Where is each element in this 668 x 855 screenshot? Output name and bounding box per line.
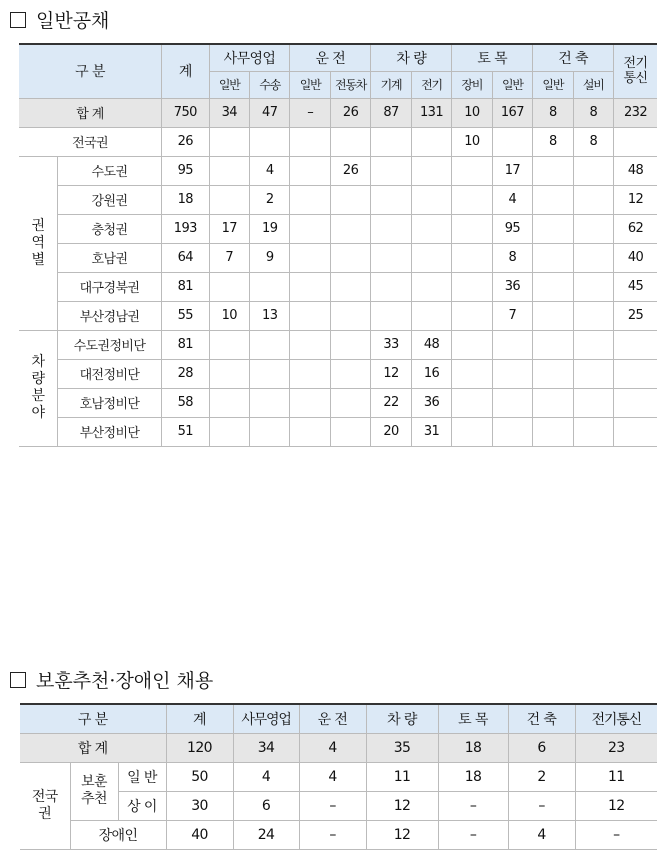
total-cell: 23	[575, 733, 657, 762]
header-group: 건 축	[533, 44, 614, 71]
veteran-disabled-table	[20, 703, 657, 850]
data-cell	[533, 359, 573, 388]
data-cell: 19	[249, 214, 289, 243]
data-cell	[533, 388, 573, 417]
row-label: 수도권정비단	[57, 330, 161, 359]
data-cell: 95	[162, 156, 210, 185]
data-cell: 45	[614, 272, 658, 301]
data-cell	[290, 417, 330, 446]
data-cell: 193	[162, 214, 210, 243]
data-cell	[492, 359, 532, 388]
total-row-label: 합 계	[20, 733, 166, 762]
subheader-cell: 수송	[249, 71, 289, 98]
table-row	[19, 388, 657, 417]
data-cell: 8	[573, 127, 613, 156]
header-total: 계	[162, 44, 210, 98]
data-cell	[209, 156, 249, 185]
data-cell	[452, 185, 492, 214]
checkbox-square-icon	[10, 12, 26, 28]
data-cell	[209, 272, 249, 301]
data-cell	[533, 243, 573, 272]
data-cell: 9	[249, 243, 289, 272]
table-row	[19, 359, 657, 388]
data-cell: 4	[249, 156, 289, 185]
data-cell	[330, 127, 370, 156]
section-2-title	[10, 666, 213, 693]
table-row	[19, 243, 657, 272]
data-cell: 40	[166, 820, 233, 849]
data-cell	[290, 330, 330, 359]
data-cell	[249, 127, 289, 156]
header-category: 구 분	[20, 704, 166, 733]
data-cell: 62	[614, 214, 658, 243]
data-cell	[573, 359, 613, 388]
data-cell: 81	[162, 330, 210, 359]
data-cell	[452, 330, 492, 359]
data-cell: 64	[162, 243, 210, 272]
subheader-cell: 일반	[533, 71, 573, 98]
total-cell: –	[290, 98, 330, 127]
table-row	[19, 156, 657, 185]
data-cell	[533, 417, 573, 446]
data-cell: 40	[614, 243, 658, 272]
data-cell: 4	[233, 762, 299, 791]
total-cell: 47	[249, 98, 289, 127]
data-cell	[209, 330, 249, 359]
data-cell: –	[575, 820, 657, 849]
total-cell: 10	[452, 98, 492, 127]
data-cell	[290, 185, 330, 214]
data-cell	[330, 388, 370, 417]
data-cell	[573, 388, 613, 417]
data-cell	[411, 301, 451, 330]
total-cell: 8	[573, 98, 613, 127]
data-cell	[290, 359, 330, 388]
data-cell: 12	[371, 359, 411, 388]
data-cell	[290, 156, 330, 185]
total-cell: 120	[166, 733, 233, 762]
data-cell: 4	[508, 820, 575, 849]
data-cell: 18	[162, 185, 210, 214]
data-cell	[249, 330, 289, 359]
header-electric-telecom: 전기 통신	[614, 44, 658, 98]
data-cell	[290, 243, 330, 272]
data-cell: 12	[366, 820, 438, 849]
row-label: 강원권	[57, 185, 161, 214]
header-col: 사무영업	[233, 704, 299, 733]
total-cell: 87	[371, 98, 411, 127]
data-cell	[452, 359, 492, 388]
header-group: 운 전	[290, 44, 371, 71]
data-cell	[371, 243, 411, 272]
data-cell: 58	[162, 388, 210, 417]
row-label: 대전정비단	[57, 359, 161, 388]
data-cell	[371, 301, 411, 330]
data-cell	[330, 417, 370, 446]
data-cell	[371, 156, 411, 185]
data-cell	[371, 272, 411, 301]
data-cell	[330, 301, 370, 330]
data-cell	[290, 272, 330, 301]
data-cell	[209, 359, 249, 388]
row-label: 대구경북권	[57, 272, 161, 301]
data-cell	[330, 185, 370, 214]
data-cell	[411, 185, 451, 214]
data-cell: 36	[492, 272, 532, 301]
data-cell: –	[299, 820, 366, 849]
total-cell: 4	[299, 733, 366, 762]
data-cell	[330, 330, 370, 359]
data-cell	[573, 301, 613, 330]
subheader-cell: 일반	[492, 71, 532, 98]
header-group: 사무영업	[209, 44, 290, 71]
data-cell: 10	[209, 301, 249, 330]
total-cell: 35	[366, 733, 438, 762]
data-cell	[249, 272, 289, 301]
data-cell: 11	[366, 762, 438, 791]
data-cell	[573, 214, 613, 243]
data-cell: 17	[492, 156, 532, 185]
row-label: 호남정비단	[57, 388, 161, 417]
data-cell	[573, 243, 613, 272]
section-1-title	[10, 6, 109, 33]
data-cell: –	[299, 791, 366, 820]
data-cell: 7	[492, 301, 532, 330]
data-cell: 6	[233, 791, 299, 820]
data-cell	[533, 330, 573, 359]
data-cell	[452, 156, 492, 185]
data-cell	[371, 185, 411, 214]
data-cell: 31	[411, 417, 451, 446]
data-cell: 55	[162, 301, 210, 330]
data-cell: 16	[411, 359, 451, 388]
group-label: 차 량 분 야	[19, 330, 57, 446]
data-cell	[573, 330, 613, 359]
row-label: 일 반	[118, 762, 166, 791]
data-cell	[452, 388, 492, 417]
region-label: 전국 권	[20, 762, 70, 849]
data-cell	[330, 214, 370, 243]
data-cell: 4	[492, 185, 532, 214]
data-cell	[411, 272, 451, 301]
data-cell	[209, 185, 249, 214]
data-cell	[452, 301, 492, 330]
table-row	[19, 330, 657, 359]
data-cell: 11	[575, 762, 657, 791]
total-cell: 18	[438, 733, 508, 762]
data-cell: 2	[249, 185, 289, 214]
data-cell: –	[438, 791, 508, 820]
data-cell: 50	[166, 762, 233, 791]
total-cell: 131	[411, 98, 451, 127]
data-cell: 17	[209, 214, 249, 243]
row-label: 상 이	[118, 791, 166, 820]
header-col: 건 축	[508, 704, 575, 733]
data-cell: –	[438, 820, 508, 849]
data-cell	[492, 127, 532, 156]
row-label: 부산경남권	[57, 301, 161, 330]
data-cell	[411, 243, 451, 272]
header-col: 토 목	[438, 704, 508, 733]
data-cell: 4	[299, 762, 366, 791]
data-cell	[614, 388, 658, 417]
data-cell: 51	[162, 417, 210, 446]
section-1-title-text: 일반공채	[36, 10, 110, 32]
header-col: 전기통신	[575, 704, 657, 733]
subheader-cell: 기계	[371, 71, 411, 98]
data-cell	[209, 127, 249, 156]
data-cell: 48	[614, 156, 658, 185]
header-col: 운 전	[299, 704, 366, 733]
data-cell: 8	[492, 243, 532, 272]
data-cell	[411, 127, 451, 156]
total-cell: 232	[614, 98, 658, 127]
data-cell	[573, 156, 613, 185]
data-cell	[533, 301, 573, 330]
subheader-cell: 전동차	[330, 71, 370, 98]
data-cell	[533, 185, 573, 214]
group-label: 권 역 별	[19, 156, 57, 330]
data-cell	[614, 359, 658, 388]
total-cell: 6	[508, 733, 575, 762]
data-cell	[492, 417, 532, 446]
data-cell	[209, 417, 249, 446]
data-cell	[452, 417, 492, 446]
data-cell: 24	[233, 820, 299, 849]
header-group: 토 목	[452, 44, 533, 71]
data-cell	[209, 388, 249, 417]
total-cell: 167	[492, 98, 532, 127]
data-cell	[249, 388, 289, 417]
data-cell	[411, 156, 451, 185]
row-label: 호남권	[57, 243, 161, 272]
table-row	[19, 301, 657, 330]
data-cell	[614, 127, 658, 156]
header-group: 차 량	[371, 44, 452, 71]
data-cell	[330, 359, 370, 388]
total-cell: 26	[330, 98, 370, 127]
total-row-label: 합 계	[19, 98, 162, 127]
data-cell: 95	[492, 214, 532, 243]
data-cell: 12	[575, 791, 657, 820]
data-cell	[573, 272, 613, 301]
data-cell	[614, 330, 658, 359]
row-label: 수도권	[57, 156, 161, 185]
nationwide-label: 전국권	[19, 127, 162, 156]
data-cell: 30	[166, 791, 233, 820]
data-cell: 8	[533, 127, 573, 156]
data-cell: 33	[371, 330, 411, 359]
data-cell: 22	[371, 388, 411, 417]
total-cell: 8	[533, 98, 573, 127]
subheader-cell: 전기	[411, 71, 451, 98]
data-cell	[452, 243, 492, 272]
table-row	[19, 417, 657, 446]
data-cell	[614, 417, 658, 446]
data-cell	[371, 214, 411, 243]
data-cell: 2	[508, 762, 575, 791]
subheader-cell: 설비	[573, 71, 613, 98]
data-cell: 12	[366, 791, 438, 820]
data-cell: 26	[330, 156, 370, 185]
data-cell	[330, 272, 370, 301]
data-cell	[290, 301, 330, 330]
data-cell	[249, 417, 289, 446]
data-cell	[573, 185, 613, 214]
section-2-title-text: 보훈추천·장애인 채용	[36, 670, 214, 692]
data-cell	[492, 330, 532, 359]
data-cell	[411, 214, 451, 243]
total-cell: 34	[233, 733, 299, 762]
checkbox-square-icon	[10, 672, 26, 688]
total-cell: 34	[209, 98, 249, 127]
data-cell: 28	[162, 359, 210, 388]
data-cell: 36	[411, 388, 451, 417]
data-cell	[452, 272, 492, 301]
header-col: 계	[166, 704, 233, 733]
data-cell: 25	[614, 301, 658, 330]
data-cell: 26	[162, 127, 210, 156]
data-cell	[290, 388, 330, 417]
header-col: 차 량	[366, 704, 438, 733]
total-cell: 750	[162, 98, 210, 127]
disabled-label: 장애인	[70, 820, 166, 849]
data-cell: –	[508, 791, 575, 820]
subheader-cell: 일반	[209, 71, 249, 98]
data-cell: 18	[438, 762, 508, 791]
data-cell: 7	[209, 243, 249, 272]
subheader-cell: 장비	[452, 71, 492, 98]
data-cell: 13	[249, 301, 289, 330]
header-category: 구 분	[19, 44, 162, 98]
data-cell	[249, 359, 289, 388]
row-label: 충청권	[57, 214, 161, 243]
general-recruitment-table	[19, 43, 657, 447]
data-cell	[533, 156, 573, 185]
row-label: 부산정비단	[57, 417, 161, 446]
data-cell	[452, 214, 492, 243]
data-cell	[573, 417, 613, 446]
data-cell	[371, 127, 411, 156]
data-cell: 81	[162, 272, 210, 301]
table-row	[19, 214, 657, 243]
data-cell	[330, 243, 370, 272]
data-cell: 10	[452, 127, 492, 156]
data-cell: 20	[371, 417, 411, 446]
data-cell: 12	[614, 185, 658, 214]
data-cell	[533, 272, 573, 301]
subheader-cell: 일반	[290, 71, 330, 98]
data-cell	[290, 127, 330, 156]
table-row	[19, 272, 657, 301]
data-cell	[492, 388, 532, 417]
table-row	[19, 185, 657, 214]
data-cell: 48	[411, 330, 451, 359]
veteran-label: 보훈 추천	[70, 762, 118, 820]
data-cell	[290, 214, 330, 243]
data-cell	[533, 214, 573, 243]
